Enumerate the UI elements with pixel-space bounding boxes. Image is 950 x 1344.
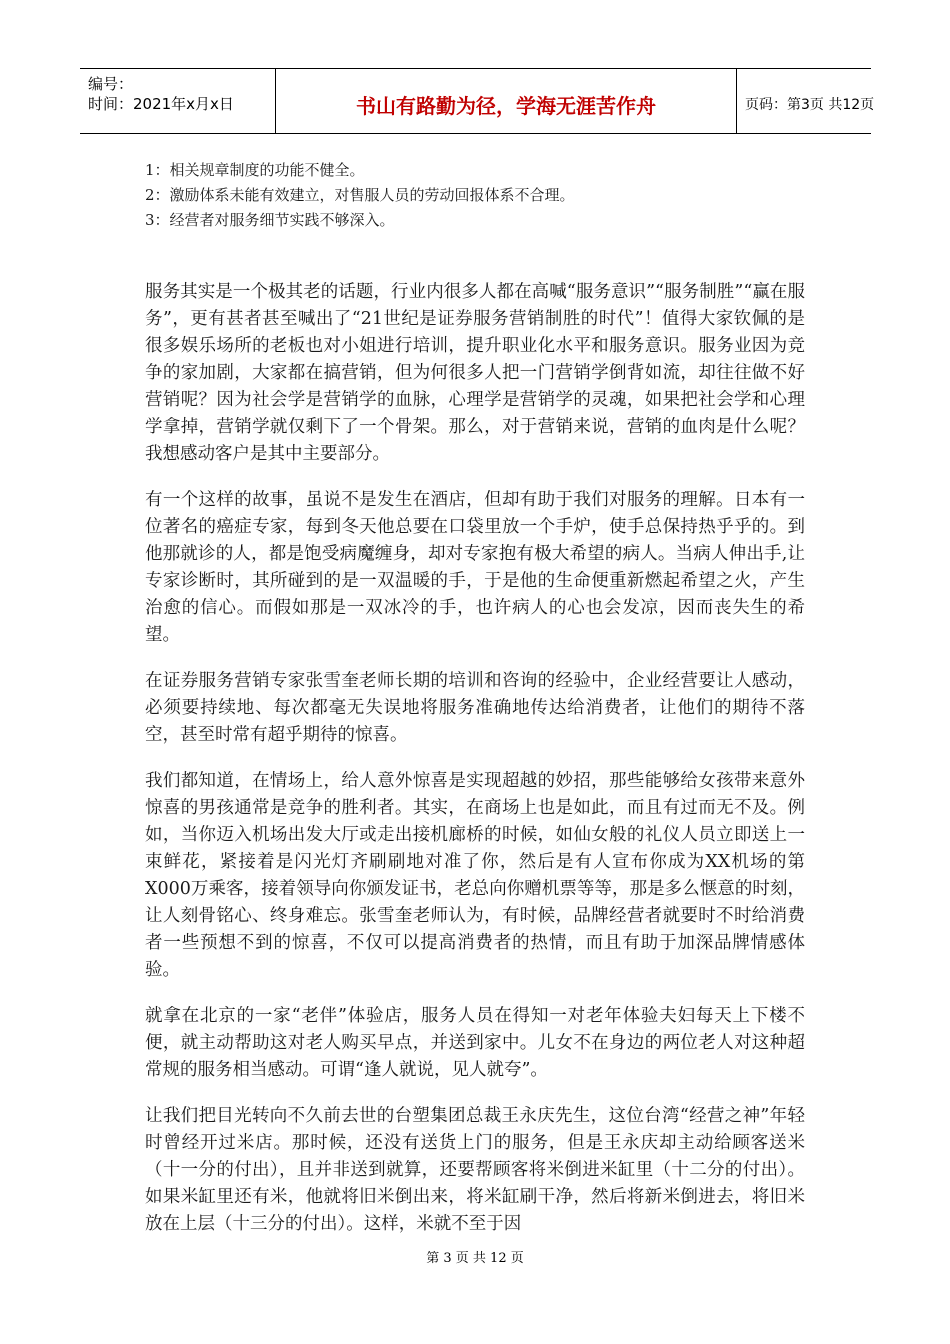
header-page-cell (737, 69, 875, 133)
document-time-label: 时间：2021年x月x日 (88, 95, 234, 113)
paragraph-doctor-story: 有一个这样的故事，虽说不是发生在酒店，但却有助于我们对服务的理解。日本有一位著名的癌症专家，每到冬天他总要在口袋里放一个手炉，使手总保持热乎乎的。到他那就诊的人，都是饱受病魔缠身，却对专家抱有极大希望的病人。当病人伸出手,让专家诊断时，其所碰到的是一双温暖的手，于是他的生命便重新燃起希望之火，产生治愈的信心。而假如那是一双冰冷的手，也许病人的心也会发凉，因而丧失生的希望。 (145, 490, 805, 645)
list-item: 2：激励体系未能有效建立，对售服人员的劳动回报体系不合理。 (145, 186, 575, 204)
paragraph-wang-yongqing: 让我们把目光转向不久前去世的台塑集团总裁王永庆先生，这位台湾“经营之神”年轻时曾经开过米店。那时候，还没有送货上门的服务，但是王永庆却主动给顾客送米（十一分的付出），且并非送到就算，还要帮顾客将米倒进米缸里（十二分的付出）。如果米缸里还有米，他就将旧米倒出来，将米缸刷干净，然后将新米倒进去，将旧米放在上层（十三分的付出）。这样，米就不至于因 (145, 1106, 805, 1234)
header-page-info: 页码：第3页 共12页 (745, 97, 875, 113)
paragraph-expert-experience: 在证券服务营销专家张雪奎老师长期的培训和咨询的经验中，企业经营要让人感动，必须要持续地、每次都毫无失误地将服务准确地传达给消费者，让他们的期待不落空，甚至时常有超乎期待的惊喜。 (145, 671, 805, 745)
paragraph-laoban-store: 就拿在北京的一家“老伴”体验店，服务人员在得知一对老年体验夫妇每天上下楼不便，就主动帮助这对老人购买早点，并送到家中。儿女不在身边的两位老人对这种超常规的服务相当感动。可谓“逢人就说，见人就夸”。 (145, 1006, 805, 1080)
document-body (145, 158, 805, 1238)
header-motto: 书山有路勤为径，学海无涯苦作舟 (356, 94, 656, 118)
page-header (80, 68, 875, 134)
list-item: 3：经营者对服务细节实践不够深入。 (145, 211, 395, 229)
page-footer: 第 3 页 共 12 页 (426, 1251, 524, 1266)
document-number-label: 编号： (88, 75, 134, 93)
header-meta-cell (80, 69, 276, 133)
header-motto-cell (276, 69, 737, 133)
paragraph-service-topic: 服务其实是一个极其老的话题，行业内很多人都在高喊“服务意识”“服务制胜”“赢在服务”，更有甚者甚至喊出了“21世纪是证券服务营销制胜的时代”！值得大家钦佩的是很多娱乐场所的老板也对小姐进行培训，提升职业化水平和服务意识。服务业因为竞争的家加剧，大家都在搞营销，但为何很多人把一门营销学倒背如流，却往往做不好营销呢？因为社会学是营销学的血脉，心理学是营销学的灵魂，如果把社会学和心理学拿掉，营销学就仅剩下了一个骨架。那么，对于营销来说，营销的血肉是什么呢？我想感动客户是其中主要部分。 (145, 282, 805, 464)
numbered-list (145, 158, 805, 233)
list-item: 1：相关规章制度的功能不健全。 (145, 161, 365, 179)
paragraph-surprise: 我们都知道，在情场上，给人意外惊喜是实现超越的妙招，那些能够给女孩带来意外惊喜的男孩通常是竞争的胜利者。其实，在商场上也是如此，而且有过而无不及。例如，当你迈入机场出发大厅或走出接机廊桥的时候，如仙女般的礼仪人员立即送上一束鲜花，紧接着是闪光灯齐刷刷地对准了你，然后是有人宣布你成为XX机场的第X000万乘客，接着领导向你颁发证书，老总向你赠机票等等，那是多么惬意的时刻，让人刻骨铭心、终身难忘。张雪奎老师认为，有时候，品牌经营者就要时不时给消费者一些预想不到的惊喜，不仅可以提高消费者的热情，而且有助于加深品牌情感体验。 (145, 771, 805, 980)
